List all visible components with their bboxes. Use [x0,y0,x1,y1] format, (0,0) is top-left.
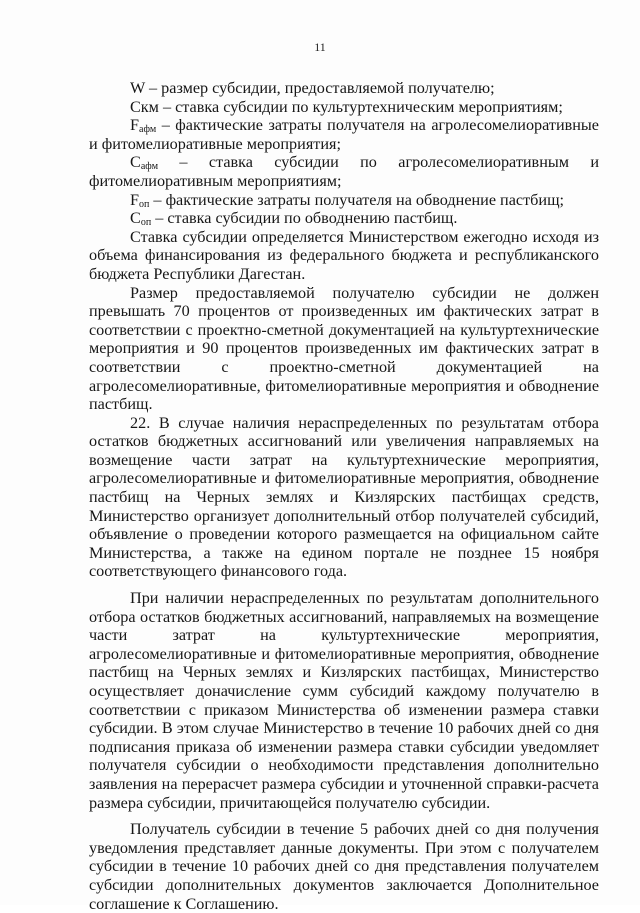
symbol: С [130,153,141,172]
symbol: С [130,209,141,228]
definition-text: – фактические затраты получателя на обводнение пастбищ; [149,190,565,209]
paragraph-limit: Размер предоставляемой получателю субсидии не должен превышать 70 процентов от произведенных им фактических затрат в соответствии с проектно-сметной документацией на культуртехнические мероприятия и 90 процентов произведенных им фактических затрат в соответствии с проектно-сметной документацией на агролесомелиоративные, фитомелиоративные мероприятия и обводнение пастбищ. [89,283,599,414]
symbol: F [130,116,140,135]
definition-f-afm [89,116,599,153]
definition-w: W – размер субсидии, предоставляемой получателю; [130,79,495,97]
definition-c-op [89,209,599,228]
definition-skm: Скм – ставка субсидии по культуртехническим мероприятиям; [130,97,563,116]
paragraph-22: 22. В случае наличия нераспределенных по результатам отбора остатков бюджетных ассигнований или увеличения направляемых на возмещение части затрат на культуртехнические мероприятия, агролесомелиоративные и фитомелиоративные мероприятия, обводнение пастбищ на Черных землях и Кизлярских пастбищах средств, Министерство организует дополнительный отбор получателей субсидий, объявление о проведении которого размещается на официальном сайте Министерства, а также на едином портале не позднее 15 ноября соответствующего финансового года. [89,413,599,581]
definition-c-afm [89,153,599,190]
definition-text: – фактические затраты получателя на агролесомелиоративные и фитомелиоративные мероприятия; [89,116,599,153]
symbol-subscript: оп [139,198,150,210]
definition-f-op [89,191,599,210]
paragraph-remaining-funds: При наличии нераспределенных по результатам дополнительного отбора остатков бюджетных ассигнований, направляемых на возмещение части затрат на культуртехнические мероприятия, агролесомелиоративные и фитомелиоративные мероприятия, обводнение пастбищ на Черных землях и Кизлярских пастбищах, Министерство осуществляет доначисление сумм субсидий каждому получателю в соответствии с приказом Министерства об изменении размера ставки субсидии. В этом случае Министерство в течение 10 рабочих дней со дня подписания приказа об изменении размера ставки субсидии уведомляет получателя субсидии о необходимости представления дополнительно заявления на перерасчет размера субсидии и уточненной справки-расчета размера субсидии, причитающейся получателю субсидии. [89,589,599,812]
symbol: F [130,190,140,209]
symbol-subscript: афм [140,161,159,173]
definition-text: – ставка субсидии по обводнению пастбищ. [151,209,458,228]
paragraph-recipient: Получатель субсидии в течение 5 рабочих дней со дня получения уведомления представляет данные документы. При этом с получателем субсидии в течение 10 рабочих дней со дня представления получателем субсидии дополнительных документов заключается Дополнительное соглашение к Соглашению. [89,820,599,913]
symbol-subscript: афм [139,124,157,136]
definition-text: – ставка субсидии по агролесомелиоративным и фитомелиоративным мероприятиям; [89,153,599,190]
document-body [89,79,599,913]
symbol-subscript: оп [140,217,152,229]
paragraph-rate: Ставка субсидии определяется Министерством ежегодно исходя из объема финансирования из федерального бюджета и республиканского бюджета Республики Дагестан. [89,227,599,283]
page-number: 11 [314,40,326,54]
